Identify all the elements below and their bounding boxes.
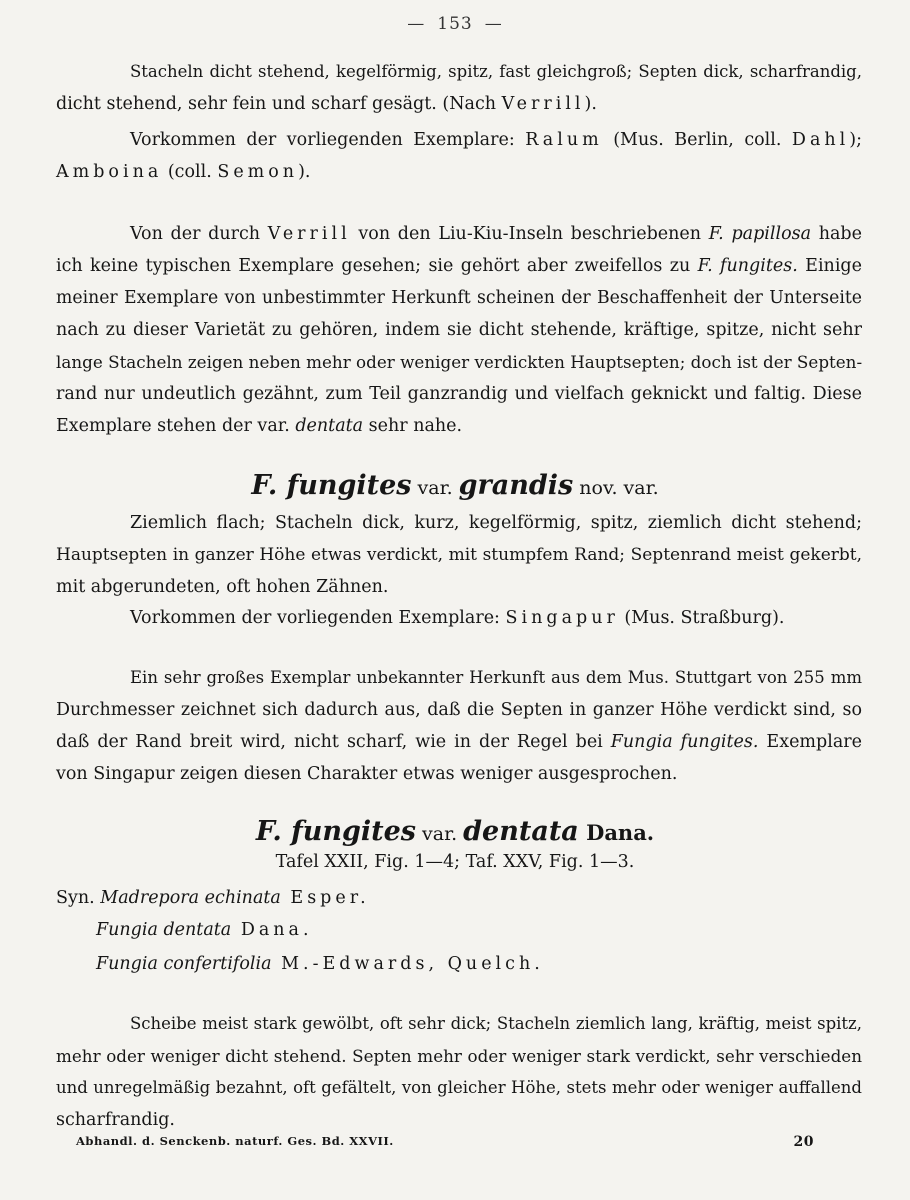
p3-line-4: nach zu dieser Varietät zu gehören, indem sie dicht stehende, kräftige, spitze, nicht sehr [56,320,862,340]
p1-line-2: dicht stehend, sehr fein und scharf gesägt. (Nach Verrill). [56,94,597,114]
locality-singapur: Singapur [505,608,619,628]
p3-line-7: Exemplare stehen der var. dentata sehr nahe. [56,416,463,436]
paragraph-6 [56,662,862,790]
species-fungites: F. fungites. [697,256,798,276]
heading-var-dentata: F. fungites var. dentata Dana. [255,816,655,847]
paragraph-1 [56,56,862,120]
p4-line-1: Ziemlich flach; Stacheln dick, kurz, kegelförmig, spitz, ziemlich dicht stehend; [130,513,862,533]
footer-sheet-number: 20 [793,1134,814,1150]
p3-line-5: lange Stacheln zeigen neben mehr oder weniger verdickten Hauptsepten; doch ist der Septen- [56,352,863,372]
locality-ralum: Ralum [525,130,603,150]
p6-line-1: Ein sehr großes Exemplar unbekannter Herkunft aus dem Mus. Stuttgart von 255 mm [130,668,862,687]
synonym-2: Fungia dentata Dana. [96,920,313,940]
p2-line-1: Vorkommen der vorliegenden Exemplare: Ralum (Mus. Berlin, coll. Dahl); [130,130,862,150]
p7-line-2: mehr oder weniger dicht stehend. Septen mehr oder weniger stark verdickt, sehr verschieden [56,1046,862,1066]
paragraph-3 [56,218,862,442]
p7-line-3: und unregelmäßig bezahnt, oft gefältelt, von gleicher Höhe, stets mehr oder weniger auffallend [56,1078,862,1097]
p5-line-1: Vorkommen der vorliegenden Exemplare: Singapur (Mus. Straßburg). [130,608,785,628]
collector-semon: Semon [217,162,299,182]
paragraph-7 [56,1008,862,1136]
p3-line-6: rand nur undeutlich gezähnt, zum Teil ganzrandig und vielfach geknickt und faltig. Diese [56,384,862,404]
page-number [0,14,910,34]
p4-line-3: mit abgerundeten, oft hohen Zähnen. [56,577,389,597]
p3-line-1: Von der durch Verrill von den Liu-Kiu-Inseln beschriebenen F. papillosa habe [130,224,862,244]
synonym-1: Syn. Madrepora echinata Esper. [56,888,370,908]
heading-var-grandis: F. fungites var. grandis nov. var. [251,470,659,501]
p2-line-2: Amboina (coll. Semon). [56,162,311,182]
p4-line-2: Hauptsepten in ganzer Höhe etwas verdickt, mit stumpfem Rand; Septenrand meist gekerbt, [56,545,862,565]
p6-line-2: Durchmesser zeichnet sich dadurch aus, daß die Septen in ganzer Höhe verdickt sind, so [56,700,862,720]
paragraph-5 [56,602,862,634]
p1-line-1: Stacheln dicht stehend, kegelförmig, spitz, fast gleichgroß; Septen dick, scharfrandig, [130,62,862,81]
p7-line-4: scharfrandig. [56,1110,175,1130]
plate-reference: Tafel XXII, Fig. 1—4; Taf. XXV, Fig. 1—3. [275,852,635,872]
paragraph-4 [56,507,862,603]
p3-line-2: ich keine typischen Exemplare gesehen; sie gehört aber zweifellos zu F. fungites. Einige [56,256,862,276]
synonym-3: Fungia confertifolia M.-Edwards, Quelch. [96,954,544,974]
p6-line-3: daß der Rand breit wird, nicht scharf, wie in der Regel bei Fungia fungites. Exemplare [56,732,862,752]
p7-line-1: Scheibe meist stark gewölbt, oft sehr dick; Stacheln ziemlich lang, kräftig, meist spitz, [130,1014,862,1033]
dash-left: — [407,14,426,34]
dash-right: — [484,14,503,34]
p3-line-3: meiner Exemplare von unbestimmter Herkunft scheinen der Beschaffenheit der Unterseite [56,288,862,308]
collector-dahl: Dahl [791,130,850,150]
page-number-value: 153 [437,14,473,34]
paragraph-2 [56,124,862,188]
locality-amboina: Amboina [56,162,163,182]
footer-journal: Abhandl. d. Senckenb. naturf. Ges. Bd. XXVII. [76,1134,394,1148]
p6-line-4: von Singapur zeigen diesen Charakter etwas weniger ausgesprochen. [56,764,678,784]
author-verrill: Verrill [501,94,585,114]
species-papillosa: F. papillosa [708,224,812,244]
footer [76,1134,814,1148]
